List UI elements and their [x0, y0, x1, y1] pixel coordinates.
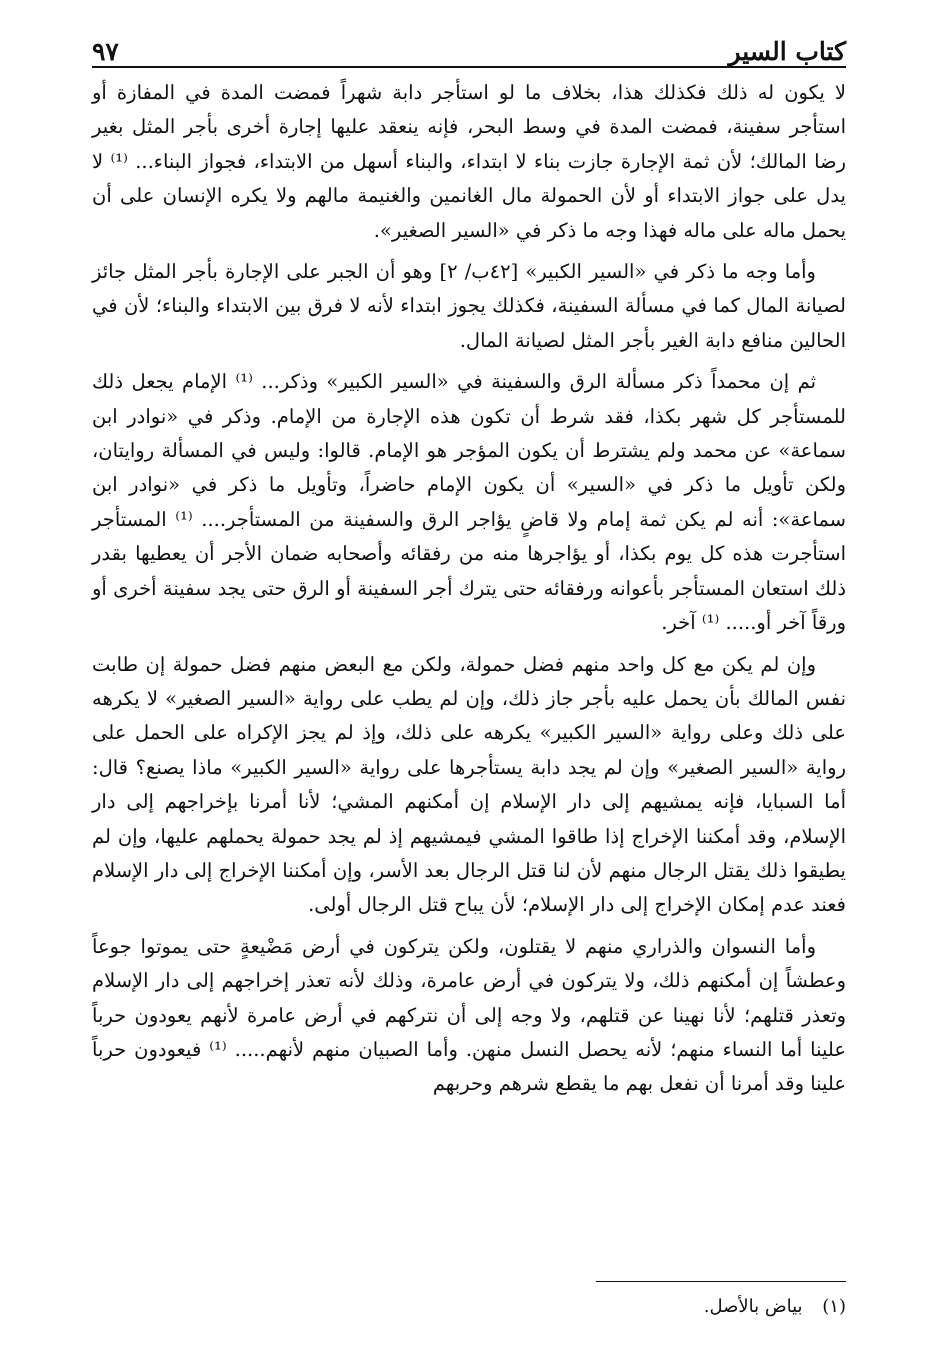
paragraph: وأما النسوان والذراري منهم لا يقتلون، ولكن يتركون في أرض مَضْيعةٍ حتى يموتوا جوعاً وعطشاً إن أمكنهم ذلك، ولا يتركون في أرض عامرة، وذلك لأنه تعذر إخراجهم إلى دار الإسلام وتعذر قتلهم؛ لأنا نهينا عن قتلهم، ولا وجه إلى أن نتركهم في أرض عامرة لأنهم يعودون حرباً علينا أما النساء منهم؛ لأنه يحصل النسل منهن. وأما الصبيان منهم لأنهم..... ⁽¹⁾ فيعودون حرباً علينا وقد أمرنا أن نفعل بهم ما يقطع شرهم وحربهم: [92, 934, 846, 1096]
footnote: [704, 1296, 846, 1317]
footnote-text: بياض بالأصل.: [703, 1296, 803, 1317]
body-text: [92, 76, 846, 1109]
page-number: ٩٧: [92, 37, 119, 66]
paragraph: ثم إن محمداً ذكر مسألة الرق والسفينة في «السير الكبير» وذكر... ⁽¹⁾ الإمام يجعل ذلك للمستأجر كل شهر بكذا، فقد شرط أن تكون هذه الإجارة من الإمام. وذكر في «نوادر ابن سماعة» عن محمد ولم يشترط أن يكون المؤجر هو الإمام. قالوا: وليس في المسألة روايتان، ولكن تأويل ما ذكر في «السير» أن يكون الإمام حاضراً، وتأويل ما ذكر في «نوادر ابن سماعة»: أنه لم يكن ثمة إمام ولا قاضٍ يؤاجر الرق والسفينة من المستأجر.... ⁽¹⁾ المستأجر استأجرت هذه كل يوم بكذا، أو يؤاجرها منه من رفقائه وأصحابه ضمان الأجر أن يعطيها بقدر ذلك استعان المستأجر بأعوانه ورفقائه حتى يترك أجر السفينة أو الرق حتى يجد سفينة أخرى أو ورقاً آخر أو..... ⁽¹⁾ آخر.: [92, 370, 847, 635]
running-title: كتاب السير: [728, 37, 846, 66]
footnote-rule: [596, 1281, 846, 1282]
paragraph: وإن لم يكن مع كل واحد منهم فضل حمولة، ولكن مع البعض منهم فضل حمولة إن طابت نفس المالك بأن يحمل عليه بأجر جاز ذلك، وإن لم يطب على رواية «السير الصغير» لا يكرهه على ذلك وعلى رواية «السير الكبير» يكرهه على ذلك، وإذ لم يجز الإكراه على الحمل على رواية «السير الصغير» وإن لم يجد دابة يستأجرها على رواية «السير الكبير» ماذا يصنع؟ قال: أما السبايا، فإنه يمشيهم إلى دار الإسلام إن أمكنهم المشي؛ لأنا أمرنا بإخراجهم إلى دار الإسلام، وقد أمكننا الإخراج إذا طاقوا المشي فيمشيهم إذ لم يجد حمولة يحملهم عليها، وإن لم يطيقوا ذلك يقتل الرجال منهم لأن لنا قتل الرجال بعد الأسر، وإن أمكننا الإخراج إلى دار الإسلام فعند عدم إمكان الإخراج إلى دار الإسلام؛ لأن يباح قتل الرجال أولى.: [92, 652, 846, 917]
paragraph: لا يكون له ذلك فكذلك هذا، بخلاف ما لو استأجر دابة شهراً فمضت المدة في المفازة أو استأجر سفينة، فمضت المدة في وسط البحر، فإنه ينعقد عليها إجارة أخرى بأجر المثل بغير رضا المالك؛ لأن ثمة الإجارة جازت بناء لا ابتداء، والبناء أسهل من الابتداء، فجواز البناء... ⁽¹⁾ لا يدل على جواز الابتداء أو لأن الحمولة مال الغانمين والغنيمة مالهم ولا يكره الإنسان على أن يحمل ماله على ماله فهذا وجه ما ذكر في «السير الصغير».: [92, 81, 847, 242]
paragraph: وأما وجه ما ذكر في «السير الكبير» [٤٢ب/ ٢] وهو أن الجبر على الإجارة بأجر المثل جائز لصيانة المال كما في مسألة السفينة، فكذلك يجوز ابتداء لأنه لا فرق بين الابتداء والبناء؛ لأن في الحالين منافع دابة الغير بأجر المثل لصيانة المال.: [92, 260, 846, 352]
running-head: [92, 30, 846, 66]
header-rule: [92, 66, 846, 68]
footnote-number: (١): [822, 1296, 846, 1317]
